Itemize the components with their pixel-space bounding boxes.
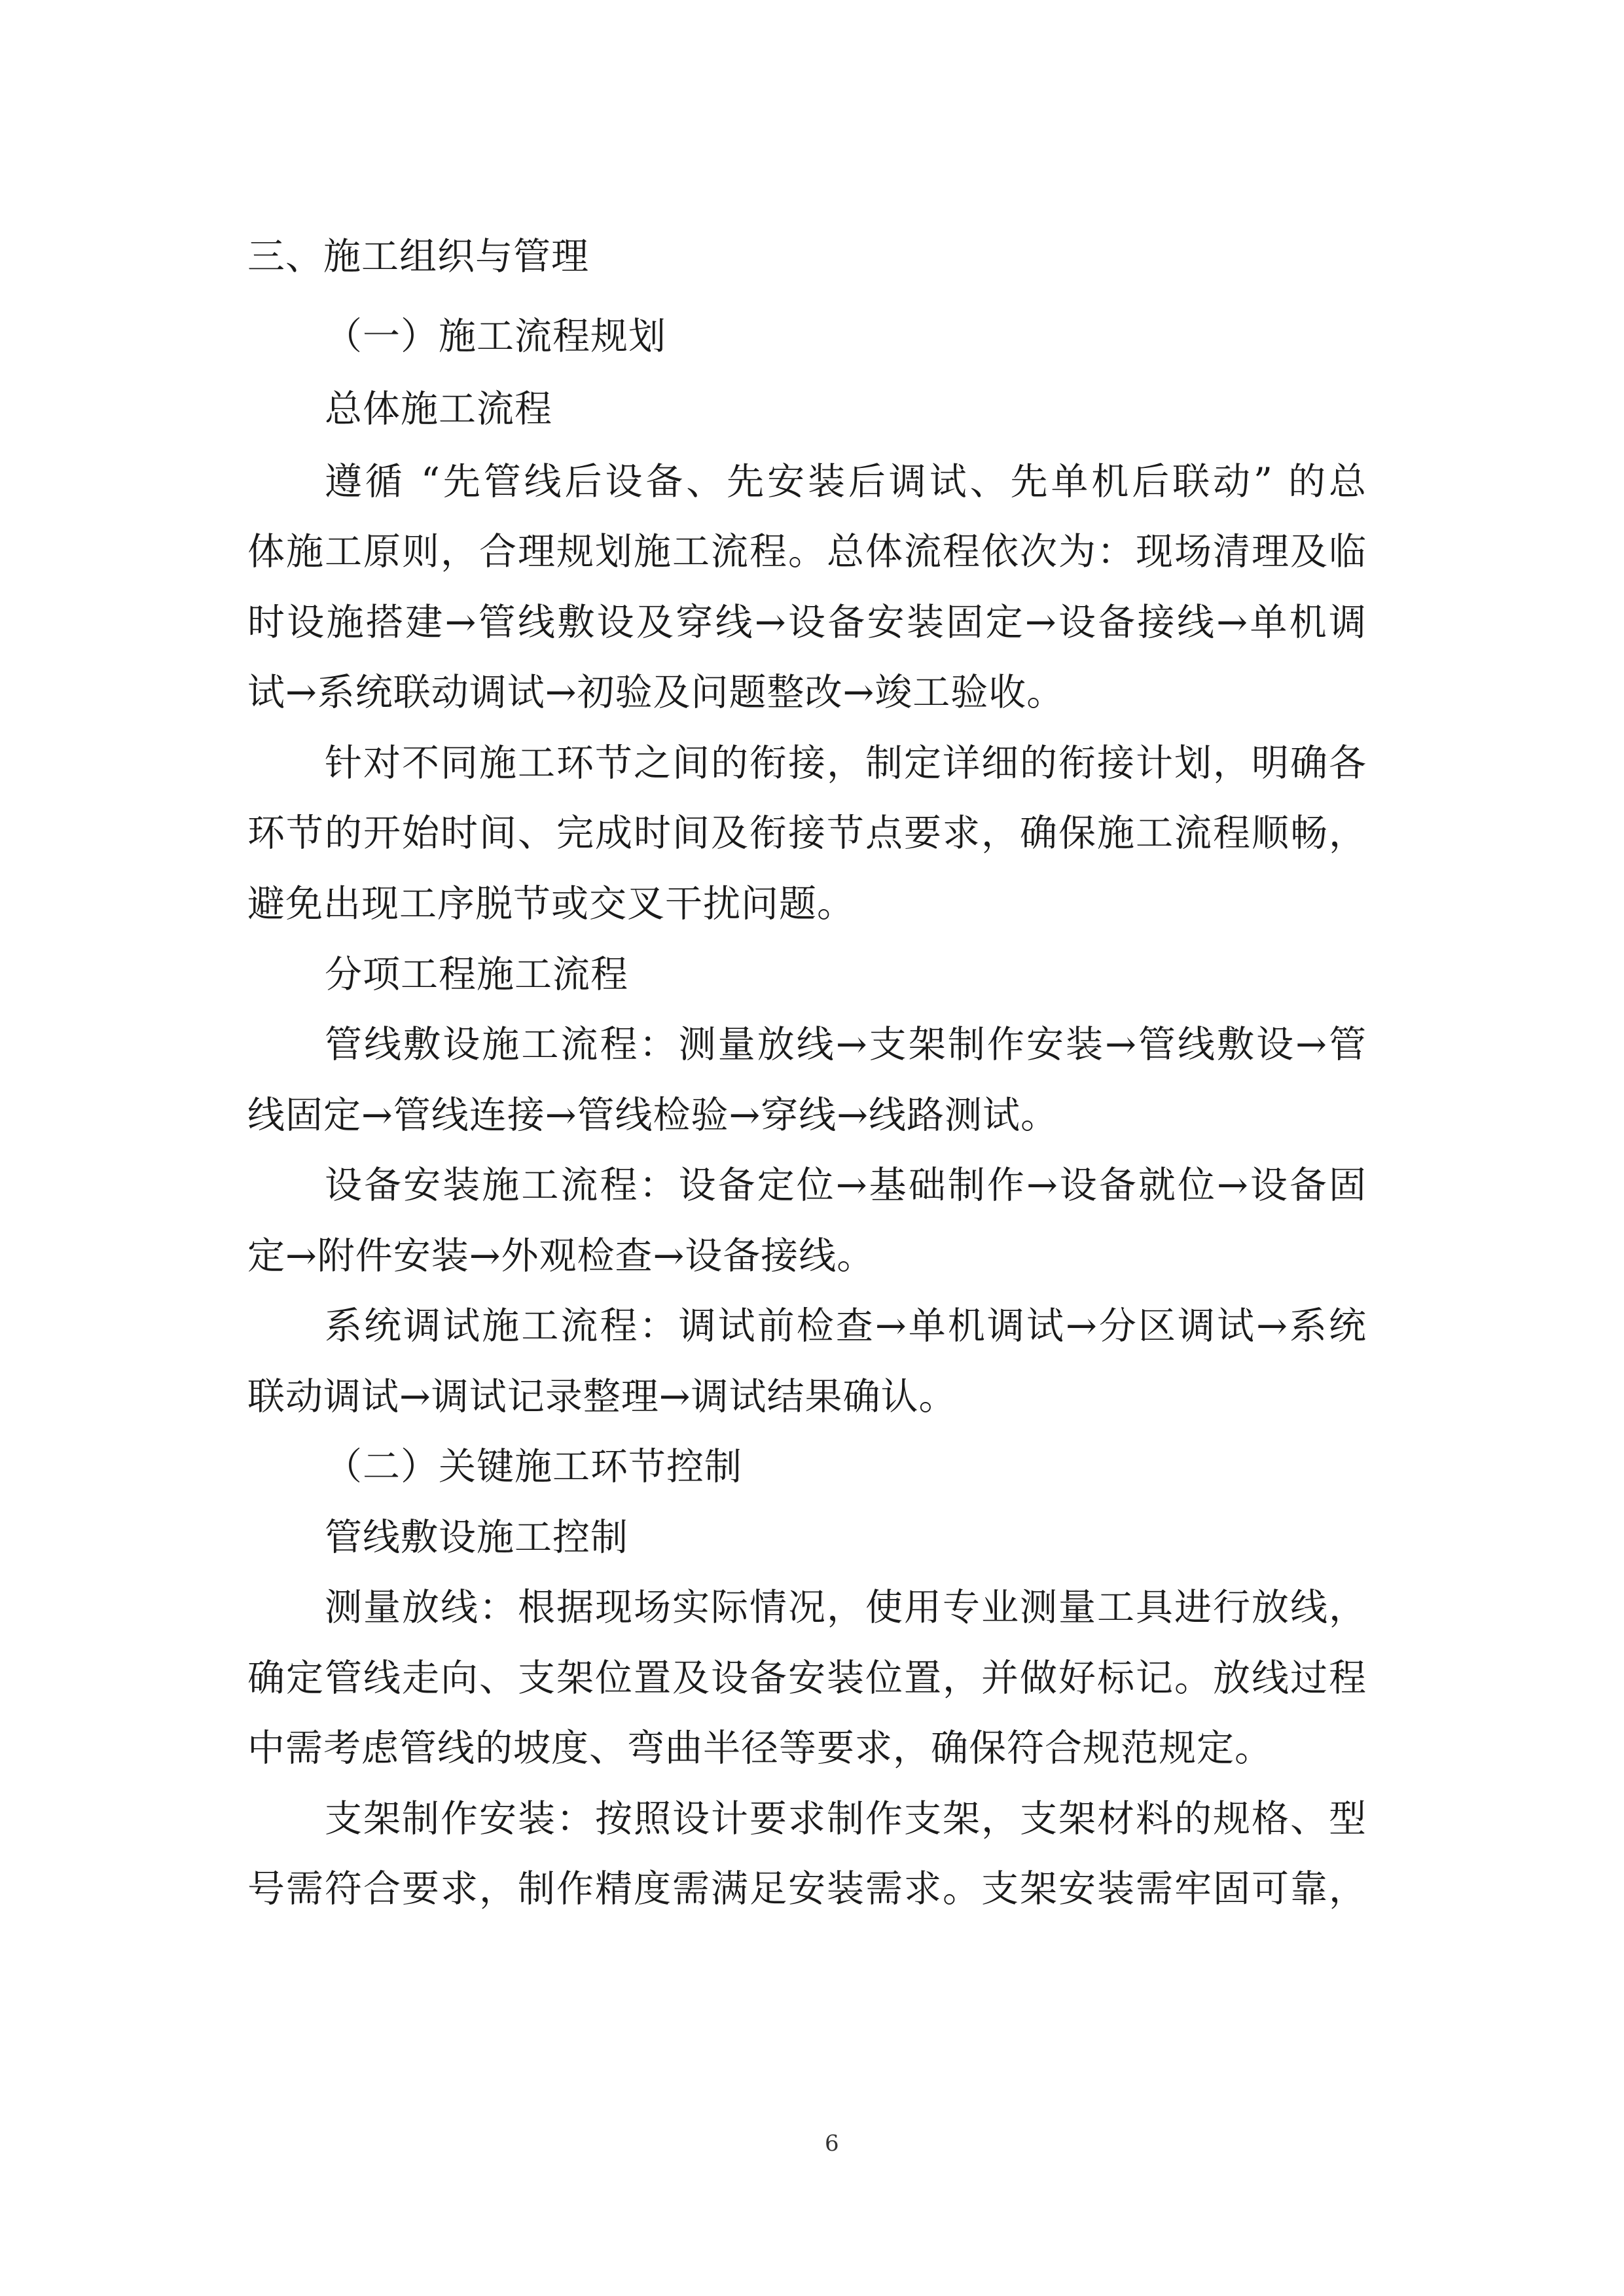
paragraph-line: 线固定→管线连接→管线检验→穿线→线路测试。 xyxy=(247,1094,1059,1137)
paragraph-line: 针对不同施工环节之间的衔接，制定详细的衔接计划，明确各 xyxy=(325,742,1367,785)
paragraph-line: 试→系统联动调试→初验及问题整改→竣工验收。 xyxy=(247,671,1065,714)
paragraph-line: 管线敷设施工流程：测量放线→支架制作安装→管线敷设→管 xyxy=(325,1023,1367,1066)
paragraph-line: 时设施搭建→管线敷设及穿线→设备安装固定→设备接线→单机调 xyxy=(247,601,1367,644)
paragraph-line: 避免出现工序脱节或交叉干扰问题。 xyxy=(247,882,855,925)
paragraph-line: 联动调试→调试记录整理→调试结果确认。 xyxy=(247,1375,957,1418)
heading-overall-flow: 总体施工流程 xyxy=(325,387,552,431)
paragraph-line: 定→附件安装→外观检查→设备接线。 xyxy=(247,1234,875,1278)
heading-pipeline-control: 管线敷设施工控制 xyxy=(325,1516,628,1559)
paragraph-line: 遵循 “先管线后设备、先安装后调试、先单机后联动” 的总 xyxy=(325,460,1367,503)
subsection-title-1: （一）施工流程规划 xyxy=(325,315,666,358)
paragraph-line: 号需符合要求，制作精度需满足安装需求。支架安装需牢固可靠， xyxy=(247,1867,1367,1910)
paragraph-line: 确定管线走向、支架位置及设备安装位置，并做好标记。放线过程 xyxy=(247,1657,1367,1700)
paragraph-line: 设备安装施工流程：设备定位→基础制作→设备就位→设备固 xyxy=(325,1164,1367,1207)
paragraph-line: 测量放线：根据现场实际情况，使用专业测量工具进行放线， xyxy=(325,1586,1367,1629)
paragraph-line: 系统调试施工流程：调试前检查→单机调试→分区调试→系统 xyxy=(325,1304,1367,1348)
section-title: 三、施工组织与管理 xyxy=(247,235,589,278)
heading-sub-item-flow: 分项工程施工流程 xyxy=(325,953,628,996)
paragraph-line: 支架制作安装：按照设计要求制作支架，支架材料的规格、型 xyxy=(325,1797,1367,1840)
page-number: 6 xyxy=(825,2130,839,2157)
paragraph-line: 环节的开始时间、完成时间及衔接节点要求，确保施工流程顺畅， xyxy=(247,812,1367,855)
paragraph-line: 中需考虑管线的坡度、弯曲半径等要求，确保符合规范规定。 xyxy=(247,1727,1272,1770)
paragraph-line: 体施工原则，合理规划施工流程。总体流程依次为：现场清理及临 xyxy=(247,530,1367,573)
subsection-title-2: （二）关键施工环节控制 xyxy=(325,1445,742,1488)
